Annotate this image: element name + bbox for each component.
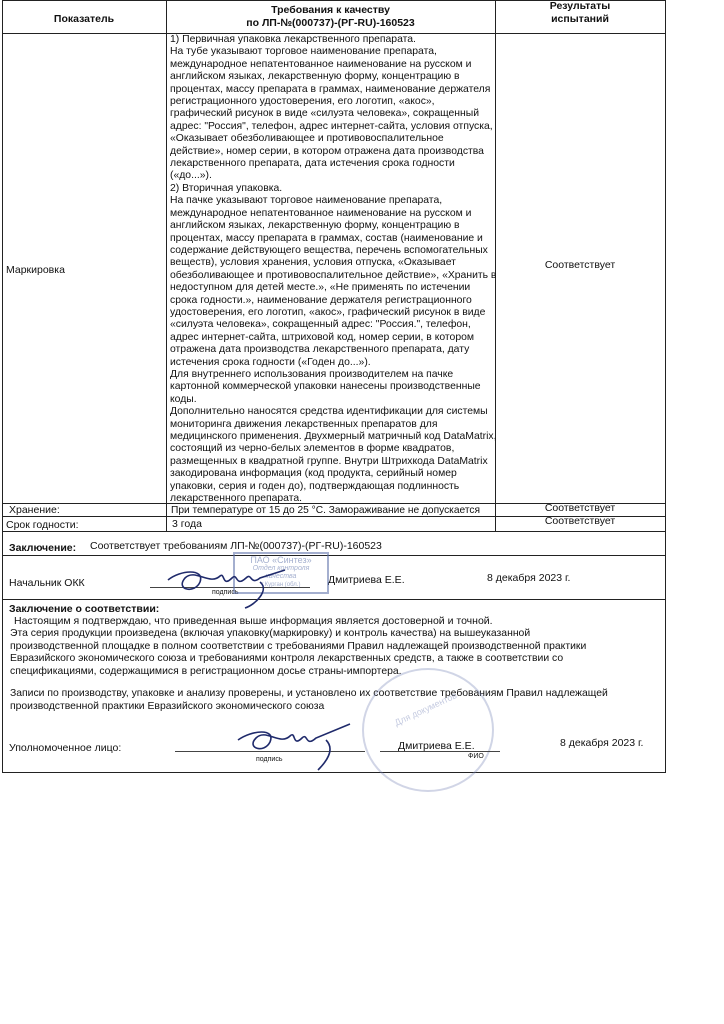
header-requirements-line2: по ЛП-№(000737)-(РГ-RU)-160523 bbox=[246, 17, 415, 29]
column-divider-1 bbox=[166, 0, 167, 532]
authorized-signature-caption: подпись bbox=[256, 756, 283, 763]
compliance-paragraph-2-line: спецификациями, содержащимися в регистрационном досье страны-импортера. bbox=[10, 665, 402, 677]
marking-requirement-line: международное непатентованное наименование на русском и bbox=[170, 207, 472, 219]
compliance-paragraph-3-line: Записи по производству, упаковке и анализу проверены, и установлено их соответствие требованиям Правил надлежащей bbox=[10, 688, 608, 699]
authorized-fio-caption: ФИО bbox=[468, 753, 484, 760]
shelf-life-result: Соответствует bbox=[544, 515, 616, 527]
shelf-life-label: Срок годности: bbox=[6, 519, 79, 531]
marking-requirement-line: медицинского применения. Двухмерный матричный код DataMatrix, bbox=[170, 431, 497, 442]
storage-result: Соответствует bbox=[544, 502, 616, 514]
okk-signature-caption: подпись bbox=[212, 589, 239, 596]
marking-requirements bbox=[170, 34, 496, 505]
marking-requirement-line: («до...»). bbox=[170, 170, 212, 182]
compliance-paragraph-2-line: Эта серия продукции произведена (включая упаковку(маркировку) и контроль качества) на вышеуказанной bbox=[10, 628, 531, 639]
marking-requirement-line: лекарственного препарата. bbox=[170, 493, 303, 505]
conclusion-text: Соответствует требованиям ЛП-№(000737)-(РГ-RU)-160523 bbox=[90, 540, 382, 552]
marking-requirement-line: недоступном для детей месте.», «Не применять по истечении bbox=[170, 282, 471, 294]
stamp-line-3: качества bbox=[265, 573, 297, 580]
marking-requirement-line: «Оказывает обезболивающее и противовоспалительное bbox=[170, 133, 444, 145]
marking-requirement-line: размещенных в квадратной группе. Внутри Штрихкода DataMatrix bbox=[170, 455, 488, 467]
marking-requirement-line: регистрационного удостоверения, его логотип, «акос», bbox=[170, 96, 435, 108]
shelf-row-bottom-border bbox=[2, 531, 666, 532]
marking-requirement-line: упаковки, серия и годен до), подтверждающая подлинность bbox=[170, 480, 460, 492]
okk-date: 8 декабря 2023 г. bbox=[487, 572, 571, 584]
header-results-line1: Результаты bbox=[549, 0, 611, 12]
marking-requirement-line: обезболивающее и противовоспалительное действие», «Хранить в bbox=[170, 269, 497, 281]
authorized-name: Дмитриева Е.Е. bbox=[398, 740, 475, 752]
marking-requirement-line: «силуэта человека», сокращенный адрес: "Россия.", телефон, bbox=[170, 319, 471, 331]
shelf-life-requirement: 3 года bbox=[172, 518, 202, 530]
marking-requirement-line: процентах, массу препарата в граммах, состав (наименование и bbox=[170, 232, 483, 244]
header-indicator: Показатель bbox=[53, 13, 115, 25]
table-right-border bbox=[665, 0, 666, 773]
okk-bottom-border bbox=[2, 599, 666, 600]
round-stamp bbox=[362, 668, 494, 792]
okk-signature bbox=[160, 560, 320, 610]
compliance-paragraph-2-line: производственной площадке в полном соответствии с требованиями Правил надлежащей производственной практики bbox=[10, 640, 587, 652]
marking-requirement-line: английском языках, лекарственную форму, концентрацию в bbox=[170, 71, 460, 83]
header-requirements-line1: Требования к качеству bbox=[271, 4, 390, 16]
marking-requirement-line: 1) Первичная упаковка лекарственного препарата. bbox=[170, 34, 416, 45]
marking-requirement-line: состоящий из черно-белых элементов в форме квадратов, bbox=[170, 443, 455, 455]
marking-requirement-line: лекарственного препарата, дата истечения срока годности bbox=[170, 158, 455, 170]
marking-requirement-line: На тубе указывают торговое наименование препарата, bbox=[170, 46, 437, 58]
marking-label: Маркировка bbox=[6, 264, 65, 276]
marking-requirement-line: действие», номер серии, в котором отражена дата производства bbox=[170, 145, 484, 157]
marking-requirement-line: веществ), условия хранения, условия отпуска, «Оказывает bbox=[170, 257, 456, 269]
storage-requirement: При температуре от 15 до 25 °С. Замораживание не допускается bbox=[171, 505, 480, 516]
marking-requirement-line: адрес: "Россия", телефон, адрес интернет-сайта, условия отпуска, bbox=[170, 120, 493, 132]
marking-requirement-line: срока годности.», наименование держателя регистрационного bbox=[170, 294, 472, 306]
okk-role: Начальник ОКК bbox=[9, 577, 85, 589]
marking-requirement-line: мониторинга движения лекарственных препаратов для bbox=[170, 418, 438, 430]
marking-requirement-line: отражена дата производства лекарственного препарата, дату bbox=[170, 344, 470, 356]
marking-requirement-line: коды. bbox=[170, 393, 197, 405]
header-results-line2: испытаний bbox=[551, 13, 609, 25]
storage-label: Хранение: bbox=[9, 504, 60, 516]
marking-requirement-line: картонной коммерческой упаковки нанесены производственные bbox=[170, 381, 481, 393]
stamp-line-4: г.Курган (обл.) bbox=[261, 582, 301, 588]
marking-requirement-line: Дополнительно наносятся средства идентификации для системы bbox=[170, 406, 488, 418]
marking-requirement-line: адрес интернет-сайта, штриховой код, номер серии, в котором bbox=[170, 331, 475, 343]
authorized-role: Уполномоченное лицо: bbox=[9, 742, 122, 754]
marking-requirement-line: истечения срока годности («Годен до...»). bbox=[170, 356, 371, 368]
compliance-paragraph-2-line: Евразийского экономического союза и требованиями контроля лекарственных средств, а также в соответствии со bbox=[10, 653, 564, 664]
marking-requirement-line: содержание действующего вещества, перечень вспомогательных bbox=[170, 244, 488, 256]
marking-requirement-line: закодирована информация (код продукта, серийный номер bbox=[170, 468, 457, 480]
marking-requirement-line: 2) Вторичная упаковка. bbox=[170, 182, 283, 194]
stamp-line-2: Отдел контроля bbox=[252, 565, 310, 572]
marking-requirement-line: Для внутреннего использования производителем на пачке bbox=[170, 368, 454, 380]
marking-requirement-line: процентах, массу препарата в граммах, наименование держателя bbox=[170, 83, 491, 95]
okk-name: Дмитриева Е.Е. bbox=[328, 574, 405, 586]
compliance-paragraph-2 bbox=[10, 628, 660, 678]
marking-result: Соответствует bbox=[544, 259, 616, 271]
conclusion-label: Заключение: bbox=[9, 542, 77, 554]
marking-requirement-line: На пачке указывают торговое наименование препарата, bbox=[170, 195, 443, 207]
compliance-title: Заключение о соответствии: bbox=[9, 603, 160, 615]
authorized-signature bbox=[230, 718, 370, 773]
stamp-line-1: ПАО «Синтез» bbox=[250, 555, 312, 565]
marking-requirement-line: графический рисунок в виде «силуэта человека», сокращенный bbox=[170, 108, 480, 120]
marking-requirement-line: международное непатентованное наименование на русском и bbox=[170, 58, 472, 70]
conclusion-bottom-border bbox=[2, 555, 666, 556]
table-left-border bbox=[2, 0, 3, 773]
marking-requirement-line: английском языках, лекарственную форму, концентрацию в bbox=[170, 220, 460, 232]
compliance-paragraph-3 bbox=[10, 688, 660, 713]
round-stamp-text: Для документов bbox=[393, 690, 459, 728]
compliance-paragraph-1: Настоящим я подтверждаю, что приведенная выше информация является достоверной и точной. bbox=[14, 615, 493, 627]
compliance-paragraph-3-line: производственной практики Евразийского экономического союза bbox=[10, 700, 325, 712]
authorized-date: 8 декабря 2023 г. bbox=[560, 737, 644, 749]
marking-requirement-line: удостоверения, его логотип, «акос», графический рисунок в виде bbox=[170, 306, 486, 318]
